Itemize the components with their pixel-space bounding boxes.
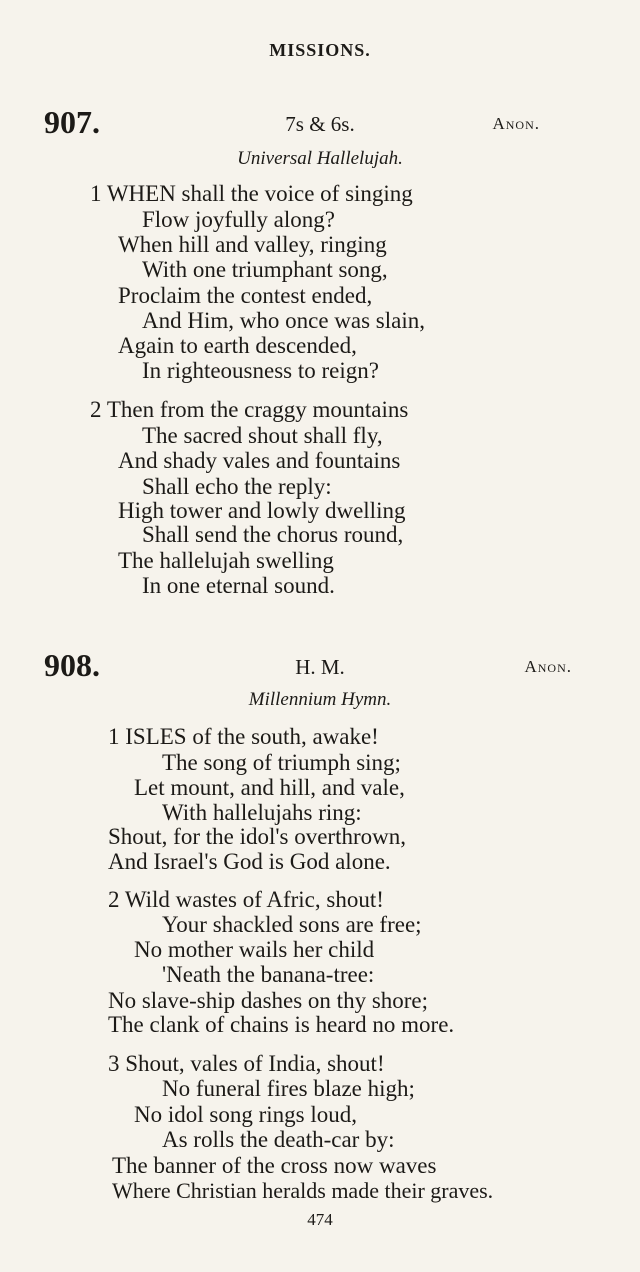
running-head: MISSIONS. xyxy=(269,40,371,60)
hymn-author: Anon. xyxy=(492,114,540,133)
hymn-meter: 7s & 6s. xyxy=(285,112,355,136)
verse-line: Shall send the chorus round, xyxy=(142,522,404,547)
verse-line: In one eternal sound. xyxy=(142,573,335,598)
verse-line: The hallelujah swelling xyxy=(118,548,334,573)
verse-line: And Israel's God is God alone. xyxy=(108,849,391,874)
verse-line: No idol song rings loud, xyxy=(134,1102,357,1127)
verse-line: The sacred shout shall fly, xyxy=(142,423,383,448)
hymn-908-title: Millennium Hymn. xyxy=(248,689,392,710)
hymn-908-header xyxy=(0,647,640,687)
verse-line: And shady vales and fountains xyxy=(118,448,401,473)
hymn-907-title: Universal Hallelujah. xyxy=(237,148,403,169)
verse-line: Where Christian heralds made their graves. xyxy=(112,1178,494,1203)
verse-line: 'Neath the banana-tree: xyxy=(162,962,375,987)
verse-line: No funeral fires blaze high; xyxy=(162,1076,415,1101)
verse-line: Your shackled sons are free; xyxy=(162,912,422,937)
hymn-author: Anon. xyxy=(524,657,572,676)
verse-line: In righteousness to reign? xyxy=(142,358,379,383)
verse-line: High tower and lowly dwelling xyxy=(118,498,406,523)
verse-line: Proclaim the contest ended, xyxy=(118,283,373,308)
verse-line: 2 Wild wastes of Afric, shout! xyxy=(108,887,384,912)
verse-line: Flow joyfully along? xyxy=(142,207,335,232)
verse-line: Shout, for the idol's overthrown, xyxy=(108,824,407,849)
verse-line: Shall echo the reply: xyxy=(142,474,332,499)
verse-line: As rolls the death-car by: xyxy=(162,1127,395,1152)
page-number: 474 xyxy=(307,1210,333,1229)
hymn-number: 908. xyxy=(44,647,100,683)
verse-line: 1 WHEN shall the voice of singing xyxy=(90,181,413,206)
hymn-number: 907. xyxy=(44,104,100,140)
verse-line: And Him, who once was slain, xyxy=(142,308,425,333)
verse-line: 1 ISLES of the south, awake! xyxy=(108,724,379,749)
verse-line: With hallelujahs ring: xyxy=(162,800,362,825)
verse-line: The clank of chains is heard no more. xyxy=(108,1012,455,1037)
hymn-meter: H. M. xyxy=(295,655,345,679)
verse-line: 2 Then from the craggy mountains xyxy=(90,397,409,422)
hymn-907-header xyxy=(0,104,640,144)
verse-line: The banner of the cross now waves xyxy=(112,1153,437,1178)
verse-line: The song of triumph sing; xyxy=(162,750,401,775)
verse-line: Again to earth descended, xyxy=(118,333,357,358)
verse-line: 3 Shout, vales of India, shout! xyxy=(108,1051,385,1076)
verse-line: When hill and valley, ringing xyxy=(118,232,387,257)
verse-line: No slave-ship dashes on thy shore; xyxy=(108,988,429,1013)
verse-line: Let mount, and hill, and vale, xyxy=(134,775,405,800)
verse-line: No mother wails her child xyxy=(134,937,375,962)
verse-line: With one triumphant song, xyxy=(142,257,388,282)
